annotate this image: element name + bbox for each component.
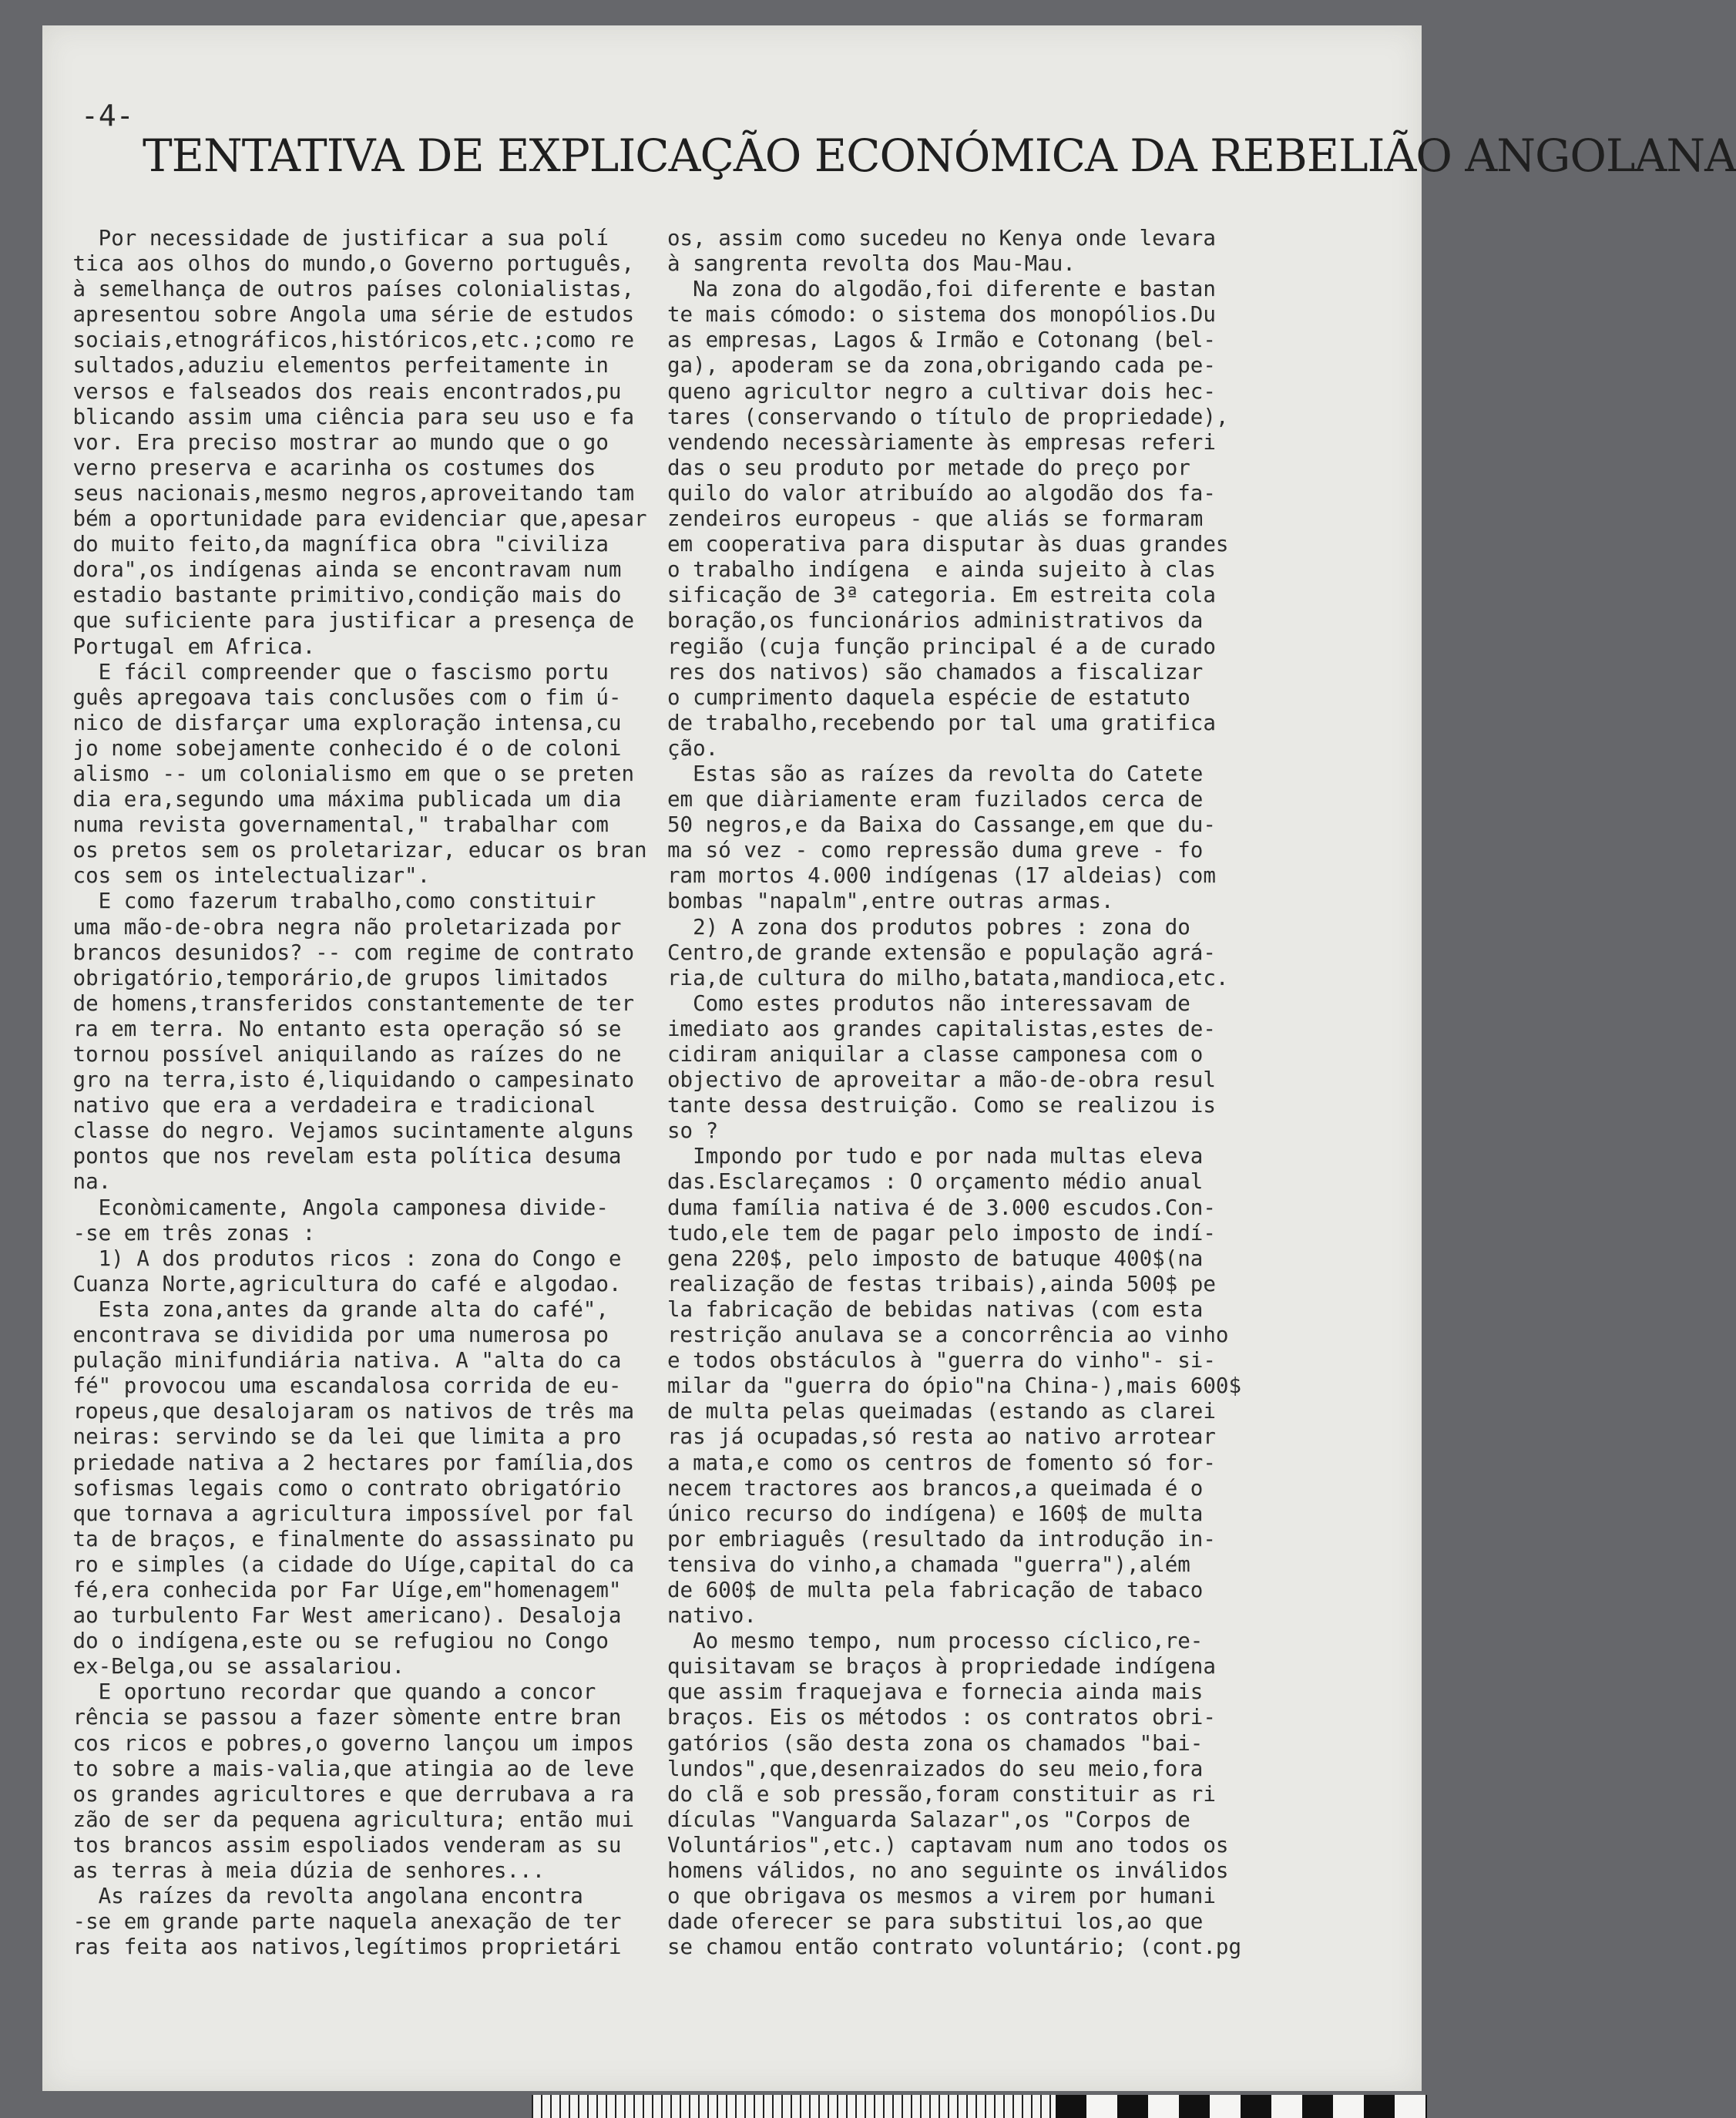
right-column-line: as empresas, Lagos & Irmão e Cotonang (bel- xyxy=(667,328,1216,353)
right-column-line: em que diàriamente eram fuzilados cerca de xyxy=(667,787,1204,812)
right-column-line: único recurso do indígena) e 160$ de multa xyxy=(667,1501,1204,1526)
left-column-line: priedade nativa a 2 hectares por família,dos xyxy=(60,1450,635,1475)
right-column-line: dículas "Vanguarda Salazar",os "Corpos de xyxy=(667,1807,1190,1832)
left-column-line: -se em três zonas : xyxy=(60,1220,316,1246)
left-column-line: Esta zona,antes da grande alta do café", xyxy=(60,1296,609,1322)
right-column-line: res dos nativos) são chamados a fiscalizar xyxy=(667,659,1204,684)
right-column-line: duma família nativa é de 3.000 escudos.Con- xyxy=(667,1195,1216,1220)
left-column-line: nico de disfarçar uma exploração intensa,cu xyxy=(60,710,622,735)
left-column-line: ao turbulento Far West americano). Desaloja xyxy=(60,1603,622,1629)
left-column-line: rência se passou a fazer sòmente entre bran xyxy=(60,1705,622,1730)
article-title: TENTATIVA DE EXPLICAÇÃO ECONÓMICA DA REBELIÃO ANGOLANA xyxy=(143,129,1736,182)
left-column-line: As raízes da revolta angolana encontra xyxy=(60,1884,583,1909)
right-column-line: o que obrigava os mesmos a virem por humani xyxy=(667,1884,1216,1909)
left-column-line: jo nome sobejamente conhecido é o de coloni xyxy=(60,735,622,761)
left-column-line: ro e simples (a cidade do Uíge,capital do ca xyxy=(60,1552,635,1577)
left-column-line: Cuanza Norte,agricultura do café e algodao. xyxy=(60,1271,622,1296)
right-column-line: Na zona do algodão,foi diferente e bastan xyxy=(667,277,1216,302)
right-column-line: ma só vez - como repressão duma greve - fo xyxy=(667,838,1204,863)
left-column-line: classe do negro. Vejamos sucintamente alguns xyxy=(60,1118,635,1144)
right-column-line: restrição anulava se a concorrência ao vinho xyxy=(667,1323,1229,1348)
left-column-line: brancos desunidos? -- com regime de contrato xyxy=(60,940,635,965)
right-column-line: que assim fraquejava e fornecia ainda mais xyxy=(667,1679,1204,1705)
right-column-line: e todos obstáculos à "guerra do vinho"- si- xyxy=(667,1348,1216,1373)
left-column-line: as terras à meia dúzia de senhores... xyxy=(60,1858,546,1883)
right-column-line: Estas são as raízes da revolta do Catete xyxy=(667,761,1204,786)
left-column-line: estadio bastante primitivo,condição mais do xyxy=(60,583,622,608)
right-column-line: boração,os funcionários administrativos da xyxy=(667,608,1204,634)
right-column-line: queno agricultor negro a cultivar dois hec- xyxy=(667,378,1216,404)
right-column-line: homens válidos, no ano seguinte os inválidos xyxy=(667,1858,1229,1883)
left-column-line: 1) A dos produtos ricos : zona do Congo e xyxy=(60,1246,622,1271)
left-column-line: pontos que nos revelam esta política desuma xyxy=(60,1144,622,1169)
left-column-line: uma mão-de-obra negra não proletarizada por xyxy=(60,914,622,940)
left-column-line: obrigatório,temporário,de grupos limitados xyxy=(60,965,609,990)
right-column-line: de 600$ de multa pela fabricação de tabaco xyxy=(667,1577,1204,1602)
right-column-line: vendendo necessàriamente às empresas referi xyxy=(667,429,1216,455)
right-column-line: dade oferecer se para substitui los,ao que xyxy=(667,1909,1204,1935)
left-column-line: tos brancos assim espoliados venderam as su xyxy=(60,1832,622,1857)
right-column-line: imediato aos grandes capitalistas,estes de- xyxy=(667,1016,1216,1041)
left-column-line: E como fazerum trabalho,como constituir xyxy=(60,889,596,914)
right-column-line: ria,de cultura do milho,batata,mandioca,etc. xyxy=(667,965,1229,990)
left-column-line: ta de braços, e finalmente do assassinato pu xyxy=(60,1526,635,1552)
left-column-line: de homens,transferidos constantemente de ter xyxy=(60,990,635,1016)
left-column-line: à semelhança de outros países colonialistas, xyxy=(60,277,635,302)
left-column-line: que suficiente para justificar a presença de xyxy=(60,608,635,634)
left-column-line: ex-Belga,ou se assalariou. xyxy=(60,1654,405,1679)
left-column-line: verno preserva e acarinha os costumes dos xyxy=(60,455,596,480)
right-column-line: ras já ocupadas,só resta ao nativo arrotear xyxy=(667,1424,1216,1450)
left-column xyxy=(60,226,661,1960)
left-column-line: bém a oportunidade para evidenciar que,apesar xyxy=(60,506,647,532)
right-column-line: necem tractores aos brancos,a queimada é o xyxy=(667,1475,1204,1501)
left-column-line: ras feita aos nativos,legítimos proprietári xyxy=(60,1935,622,1960)
left-column-line: que tornava a agricultura impossível por fal xyxy=(60,1501,635,1526)
left-column-line: tica aos olhos do mundo,o Governo português, xyxy=(60,251,635,277)
left-column-line: E oportuno recordar que quando a concor xyxy=(60,1679,596,1705)
right-column-line: à sangrenta revolta dos Mau-Mau. xyxy=(667,251,1076,277)
left-column-line: Portugal em Africa. xyxy=(60,634,316,659)
left-column-line: gro na terra,isto é,liquidando o campesinato xyxy=(60,1067,635,1093)
right-column-line: quilo do valor atribuído ao algodão dos fa- xyxy=(667,480,1216,506)
right-column-line: de trabalho,recebendo por tal uma gratifica xyxy=(667,710,1216,735)
left-column-line: cos ricos e pobres,o governo lançou um impos xyxy=(60,1730,635,1756)
right-column-line: Voluntários",etc.) captavam num ano todos os xyxy=(667,1832,1229,1857)
left-column-line: pulação minifundiária nativa. A "alta do ca xyxy=(60,1348,622,1373)
right-column-line: o trabalho indígena e ainda sujeito à clas xyxy=(667,557,1216,583)
left-column-line: to sobre a mais-valia,que atingia ao de leve xyxy=(60,1756,635,1781)
right-column-line: tante dessa destruição. Como se realizou is xyxy=(667,1093,1216,1118)
left-column-line: os grandes agricultores e que derrubava a ra xyxy=(60,1781,635,1807)
left-column-line: neiras: servindo se da lei que limita a pro xyxy=(60,1424,622,1450)
right-column-line: gena 220$, pelo imposto de batuque 400$(na xyxy=(667,1246,1204,1271)
page-number: -4- xyxy=(81,99,134,133)
left-column-line: do muito feito,da magnífica obra "civiliza xyxy=(60,532,609,557)
left-column-line: seus nacionais,mesmo negros,aproveitando tam xyxy=(60,480,635,506)
right-column-line: em cooperativa para disputar às duas grandes xyxy=(667,532,1229,557)
right-column-line: nativo. xyxy=(667,1603,757,1629)
left-column-line: E fácil compreender que o fascismo portu xyxy=(60,659,609,684)
right-column-line: Centro,de grande extensão e população agrá- xyxy=(667,940,1216,965)
left-column-line: encontrava se dividida por uma numerosa po xyxy=(60,1323,609,1348)
left-column-line: vor. Era preciso mostrar ao mundo que o go xyxy=(60,429,609,455)
left-column-line: fé" provocou uma escandalosa corrida de eu- xyxy=(60,1373,622,1399)
left-column-line: do o indígena,este ou se refugiou no Congo xyxy=(60,1629,609,1654)
right-column-line: cidiram aniquilar a classe camponesa com o xyxy=(667,1042,1204,1067)
left-column-line: sultados,aduziu elementos perfeitamente in xyxy=(60,353,609,378)
left-column-line: alismo -- um colonialismo em que o se preten xyxy=(60,761,635,786)
right-column-line: objectivo de aproveitar a mão-de-obra resul xyxy=(667,1067,1216,1093)
scale-bar xyxy=(1056,2095,1427,2118)
right-column-line: 50 negros,e da Baixa do Cassange,em que du- xyxy=(667,812,1216,838)
right-column-line: quisitavam se braços à propriedade indígena xyxy=(667,1654,1216,1679)
right-column-line: Ao mesmo tempo, num processo cíclico,re- xyxy=(667,1629,1204,1654)
left-column-line: guês apregoava tais conclusões com o fim ú- xyxy=(60,684,622,710)
left-column-line: ropeus,que desalojaram os nativos de três ma xyxy=(60,1399,635,1424)
left-column-line: nativo que era a verdadeira e tradicional xyxy=(60,1093,596,1118)
right-column-line: 2) A zona dos produtos pobres : zona do xyxy=(667,914,1190,940)
right-column-line: zendeiros europeus - que aliás se formaram xyxy=(667,506,1204,532)
left-column-line: os pretos sem os proletarizar, educar os bran xyxy=(60,838,647,863)
left-column-line: Econòmicamente, Angola camponesa divide- xyxy=(60,1195,609,1220)
left-column-line: dora",os indígenas ainda se encontravam num xyxy=(60,557,622,583)
right-column-line: la fabricação de bebidas nativas (com esta xyxy=(667,1296,1204,1322)
right-column-line: milar da "guerra do ópio"na China-),mais 600$ xyxy=(667,1373,1242,1399)
right-column-line: os, assim como sucedeu no Kenya onde levara xyxy=(667,226,1216,250)
right-column-line: gatórios (são desta zona os chamados "bai- xyxy=(667,1730,1204,1756)
right-column-line: tudo,ele tem de pagar pelo imposto de indí- xyxy=(667,1220,1216,1246)
right-column-line: braços. Eis os métodos : os contratos obri- xyxy=(667,1705,1216,1730)
left-column-line: zão de ser da pequena agricultura; então mui xyxy=(60,1807,635,1832)
left-column-line: tornou possível aniquilando as raízes do ne xyxy=(60,1042,622,1067)
left-column-line: numa revista governamental," trabalhar com xyxy=(60,812,609,838)
right-column-line: de multa pelas queimadas (estando as clarei xyxy=(667,1399,1216,1424)
right-column-line: realização de festas tribais),ainda 500$ pe xyxy=(667,1271,1216,1296)
right-column-line: a mata,e como os centros de fomento só for- xyxy=(667,1450,1216,1475)
right-column-line: o cumprimento daquela espécie de estatuto xyxy=(667,684,1190,710)
right-column-line: das o seu produto por metade do preço por xyxy=(667,455,1190,480)
right-column-line: Como estes produtos não interessavam de xyxy=(667,990,1190,1016)
left-column-line: fé,era conhecida por Far Uíge,em"homenagem" xyxy=(60,1577,622,1602)
left-column-line: sociais,etnográficos,históricos,etc.;como re xyxy=(60,328,635,353)
right-column-line: sificação de 3ª categoria. Em estreita cola xyxy=(667,583,1216,608)
left-column-line: versos e falseados dos reais encontrados,pu xyxy=(60,378,622,404)
right-column-line: ção. xyxy=(667,735,719,761)
right-column-line: se chamou então contrato voluntário; (cont.pg xyxy=(667,1935,1242,1960)
right-column-line: so ? xyxy=(667,1118,719,1144)
left-column-line: cos sem os intelectualizar". xyxy=(60,863,431,889)
right-column-line: Impondo por tudo e por nada multas eleva xyxy=(667,1144,1204,1169)
right-column-line: ga), apoderam se da zona,obrigando cada pe- xyxy=(667,353,1216,378)
right-column-line: região (cuja função principal é a de curado xyxy=(667,634,1216,659)
left-column-line: ra em terra. No entanto esta operação só se xyxy=(60,1016,622,1041)
right-column-line: te mais cómodo: o sistema dos monopólios.Du xyxy=(667,302,1216,328)
right-column-line: tares (conservando o título de propriedade), xyxy=(667,404,1229,429)
right-column-line: das.Esclareçamos : O orçamento médio anual xyxy=(667,1169,1204,1195)
left-column-line: sofismas legais como o contrato obrigatório xyxy=(60,1475,622,1501)
right-column-line: do clã e sob pressão,foram constituir as ri xyxy=(667,1781,1216,1807)
right-column-line: ram mortos 4.000 indígenas (17 aldeias) com xyxy=(667,863,1216,889)
left-column-line: dia era,segundo uma máxima publicada um dia xyxy=(60,787,622,812)
left-column-line: blicando assim uma ciência para seu uso e fa xyxy=(60,404,635,429)
right-column-line: bombas "napalm",entre outras armas. xyxy=(667,889,1114,914)
left-column-line: na. xyxy=(60,1169,112,1195)
right-column-line: lundos",que,desenraizados do seu meio,fora xyxy=(667,1756,1204,1781)
left-column-line: -se em grande parte naquela anexação de ter xyxy=(60,1909,622,1935)
right-column-line: por embriaguês (resultado da introdução in- xyxy=(667,1526,1216,1552)
left-column-line: Por necessidade de justificar a sua polí xyxy=(60,226,609,250)
left-column-line: apresentou sobre Angola uma série de estudos xyxy=(60,302,635,328)
right-column xyxy=(667,226,1276,1960)
right-column-line: tensiva do vinho,a chamada "guerra"),além xyxy=(667,1552,1190,1577)
